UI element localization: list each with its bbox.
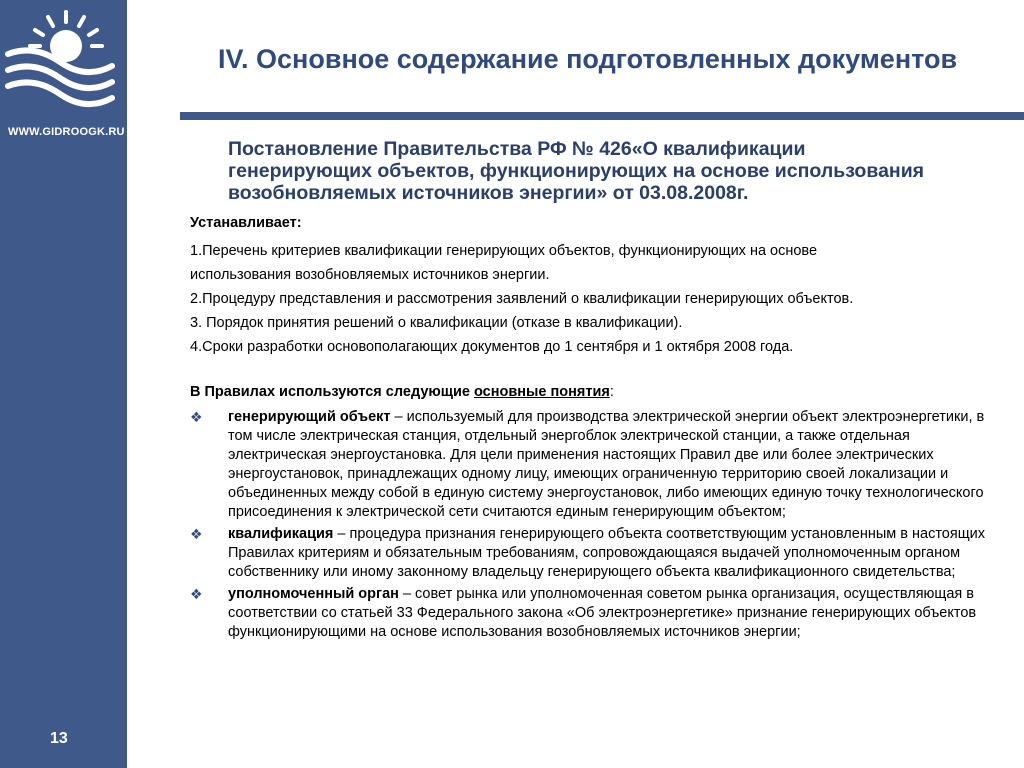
heading-line: Постановление Правительства РФ № 426«О квалификации — [228, 138, 806, 160]
sidebar — [0, 0, 127, 768]
definition-text: – совет рынка или уполномоченная советом рынка организация, осуществляющая в соответствии со статьей 33 Федерального закона «Об электроэнергетике» признание генерирующих объектов функционирующими на основе использования возобновляемых источников энергии; — [228, 586, 977, 640]
definition-item — [190, 525, 1000, 582]
list-item: 2.Процедуру представления и рассмотрения заявлений о квалификации генерирующих объектов. — [190, 291, 854, 307]
definition-term: квалификация — [228, 526, 334, 542]
heading-line: генерирующих объектов, функционирующих на основе использования — [228, 160, 925, 182]
page-number: 13 — [50, 730, 68, 747]
definition-text: – используемый для производства электрической энергии объект электроэнергетики, в том числе электрическая станция, отдельный энергоблок электрической станции, а также отдельная электрическая энергоустановка. Для цели применения настоящих Правил две или более электрических энергоустановок, принадлежащих одному лицу, имеющих ограниченную территорию своей локализации и объединенных между собой в единую систему энергоустановок, либо имеющих единую точку технологического присоединения к электрической сети считаются единым генерирующим объектом; — [228, 409, 985, 520]
diamond-bullet-icon: ❖ — [190, 409, 203, 425]
definition-item — [190, 585, 1000, 642]
list-item: 1.Перечень критериев квалификации генерирующих объектов, функционирующих на основе — [190, 243, 818, 259]
definition-text: – процедура признания генерирующего объекта соответствующим установленным в настоящих Правилах критериям и обязательным требованиям, сопровождающаяся выдачей уполномоченным органом собственнику или иному законному владельцу генерирующего объекта квалификационного свидетельства; — [228, 526, 985, 580]
definition-term: генерирующий объект — [228, 409, 391, 425]
definitions-list — [190, 408, 1000, 645]
list-item: 4.Сроки разработки основополагающих документов до 1 сентября и 1 октября 2008 года. — [190, 339, 794, 355]
list-item: 3. Порядок принятия решений о квалификации (отказе в квалификации). — [190, 315, 683, 331]
concepts-intro-underlined: основные понятия — [474, 384, 610, 400]
document-heading — [228, 138, 1018, 204]
diamond-bullet-icon: ❖ — [190, 526, 203, 542]
establishes-label: Устанавливает: — [190, 215, 302, 231]
site-url[interactable]: WWW.GIDROOGK.RU — [8, 126, 125, 138]
concepts-intro-prefix: В Правилах используются следующие — [190, 384, 470, 400]
diamond-bullet-icon: ❖ — [190, 586, 203, 602]
definition-term: уполномоченный орган — [228, 586, 399, 602]
list-item: использования возобновляемых источников энергии. — [190, 267, 550, 283]
concepts-intro-suffix: : — [609, 384, 614, 400]
definition-item — [190, 408, 1000, 522]
concepts-intro — [190, 384, 614, 400]
sun-waves-logo-icon — [4, 4, 116, 116]
heading-line: возобновляемых источников энергии» от 03.08.2008г. — [228, 182, 749, 204]
provisions-list — [190, 239, 1010, 359]
title-divider — [180, 112, 1024, 120]
slide-title: IV. Основное содержание подготовленных документов — [218, 44, 958, 74]
